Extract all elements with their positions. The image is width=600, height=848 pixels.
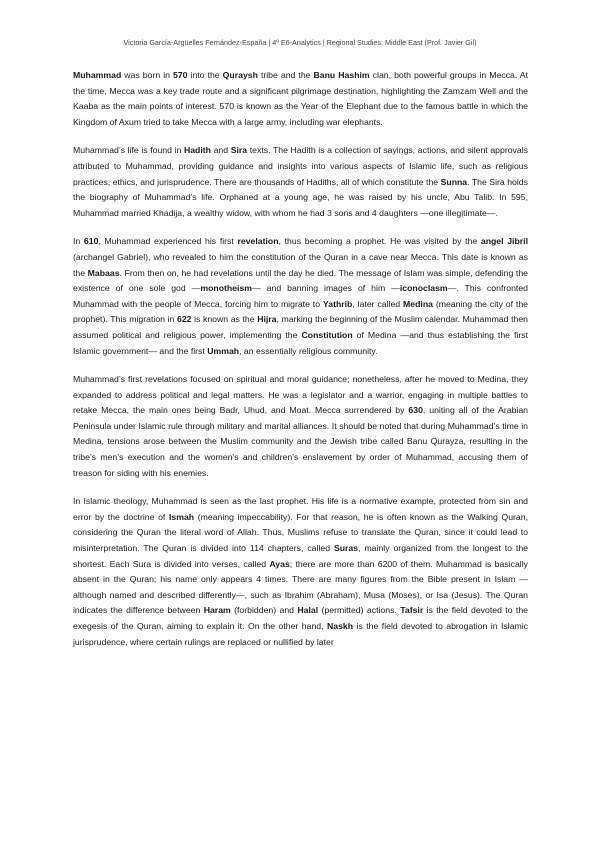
paragraph: In 610, Muhammad experienced his first revelation, thus becoming a prophet. He was visited by the angel Jibril (archangel Gabriel), who revealed to him the constitution of the Quran in a cave near Mecca. This date is known as the Mabaas. From then on, he had revelations until the day he died. The message of Islam was simple, defending the existence of one sole god —monotheism— and banning images of him —iconoclasm—. This confronted Muhammad with the people of Mecca, forcing him to migrate to Yathrib, later called Medina (meaning the city of the prophet). This migration in 622 is known as the Hijra, marking the beginning of the Muslim calendar. Muhammad then assumed political and religious power, implementing the Constitution of Medina —and thus establishing the first Islamic government— and the first Ummah, an essentially religious community. <box>73 236 529 356</box>
bold-term: Medina <box>403 298 433 309</box>
bold-term: Yathrib <box>322 298 353 309</box>
bold-term: Banu Hashim <box>313 70 370 80</box>
bold-term: Hijra <box>257 314 277 325</box>
bold-term: revelation <box>237 236 279 247</box>
bold-term: 570 <box>173 70 188 80</box>
bold-term: Muhammad <box>73 70 122 80</box>
bold-term: Ayas <box>269 558 290 569</box>
bold-term: Halal <box>297 605 319 616</box>
bold-term: Ismah <box>168 511 195 522</box>
bold-term: monotheism <box>200 283 253 294</box>
page-header: Victoria García-Argüelles Fernández-España | 4º E6-Analytics | Regional Studies: Middle East (Prof. Javier Gil) <box>123 38 477 47</box>
document-body <box>73 68 528 663</box>
paragraph: In Islamic theology, Muhammad is seen as the last prophet. His life is a normative example, protected from sin and error by the doctrine of Ismah (meaning impeccability). For that reason, he is often known as the Walking Quran, considering the Quran the literal word of Allah. Thus, Muslims refuse to translate the Quran, since it could lead to misinterpretation. The Quran is divided into 114 chapters, called Suras, mainly organized from the longest to the shortest. Each Sura is divided into verses, called Ayas; there are more than 6200 of them. Muhammad is basically absent in the Quran; his name only appears 4 times. There are many figures from the Bible present in Islam —although named and described differently—, such as Ibrahim (Abraham), Musa (Moses), or Isa (Jesus). The Quran indicates the difference between Haram (forbidden) and Halal (permitted) actions. Tafsir is the field devoted to the exegesis of the Quran, aiming to explain it. On the other hand, Naskh is the field devoted to abrogation in Islamic jurisprudence, where certain rulings are replaced or nullified by later <box>73 496 529 647</box>
bold-term: Sira <box>230 145 248 156</box>
bold-term: Hadith <box>183 145 211 156</box>
bold-term: Naskh <box>326 621 354 631</box>
bold-term: Haram <box>203 605 231 616</box>
bold-term: Tafsir <box>400 605 424 616</box>
bold-term: Mabaas <box>87 267 120 278</box>
bold-term: 622 <box>176 314 192 325</box>
bold-term: Ummah <box>207 345 240 356</box>
bold-term: Suras <box>333 543 359 554</box>
bold-term: iconoclasm <box>399 283 448 294</box>
bold-term: angel Jibril <box>480 236 528 247</box>
paragraph: Muhammad’s life is found in Hadith and Sira texts. The Hadith is a collection of sayings, actions, and silent approvals attributed to Muhammad, providing guidance and insights into various aspects of Islamic life, such as religious practices, ethics, and jurisprudence. There are thousands of Hadiths, all of which constitute the Sunna. The Sira holds the biography of Muhammad’s life. Orphaned at a young age, he was raised by his uncle, Abu Talib. In 595, Muhammad married Khadija, a wealthy widow, with whom he had 3 sons and 4 daughters —one illegitimate—. <box>73 145 528 218</box>
bold-term: 610 <box>83 236 99 247</box>
paragraph: Muhammad’s first revelations focused on spiritual and moral guidance; nonetheless, after he moved to Medina, they expanded to address political and legal matters. He was a legislator and a warrior, engaging in multiple battles to retake Mecca, the main ones being Badr, Uhud, and Moat. Mecca surrendered by 630, uniting all of the Arabian Peninsula under Islamic rule through military and marital alliances. It should be noted that during Muhammad’s time in Medina, tensions arose between the Muslim community and the Jewish tribe called Banu Qurayza, resulting in the tribe’s men’s execution and the women’s and children’s enslavement by order of Muhammad, accusing them of treason for siding with his enemies. <box>73 374 528 478</box>
bold-term: 630 <box>408 405 423 416</box>
bold-term: Sunna <box>440 176 468 187</box>
bold-term: Quraysh <box>222 70 258 80</box>
paragraph: Muhammad was born in 570 into the Quraysh tribe and the Banu Hashim clan, both powerful groups in Mecca. At the time, Mecca was a key trade route and a significant pilgrimage destination, highlighting the Zamzam Well and the Kaaba as the main points of interest. 570 is known as the Year of the Elephant due to the famous battle in which the Kingdom of Axum tried to take Mecca with a large army, including war elephants. <box>73 70 529 127</box>
bold-term: Constitution <box>301 329 353 340</box>
